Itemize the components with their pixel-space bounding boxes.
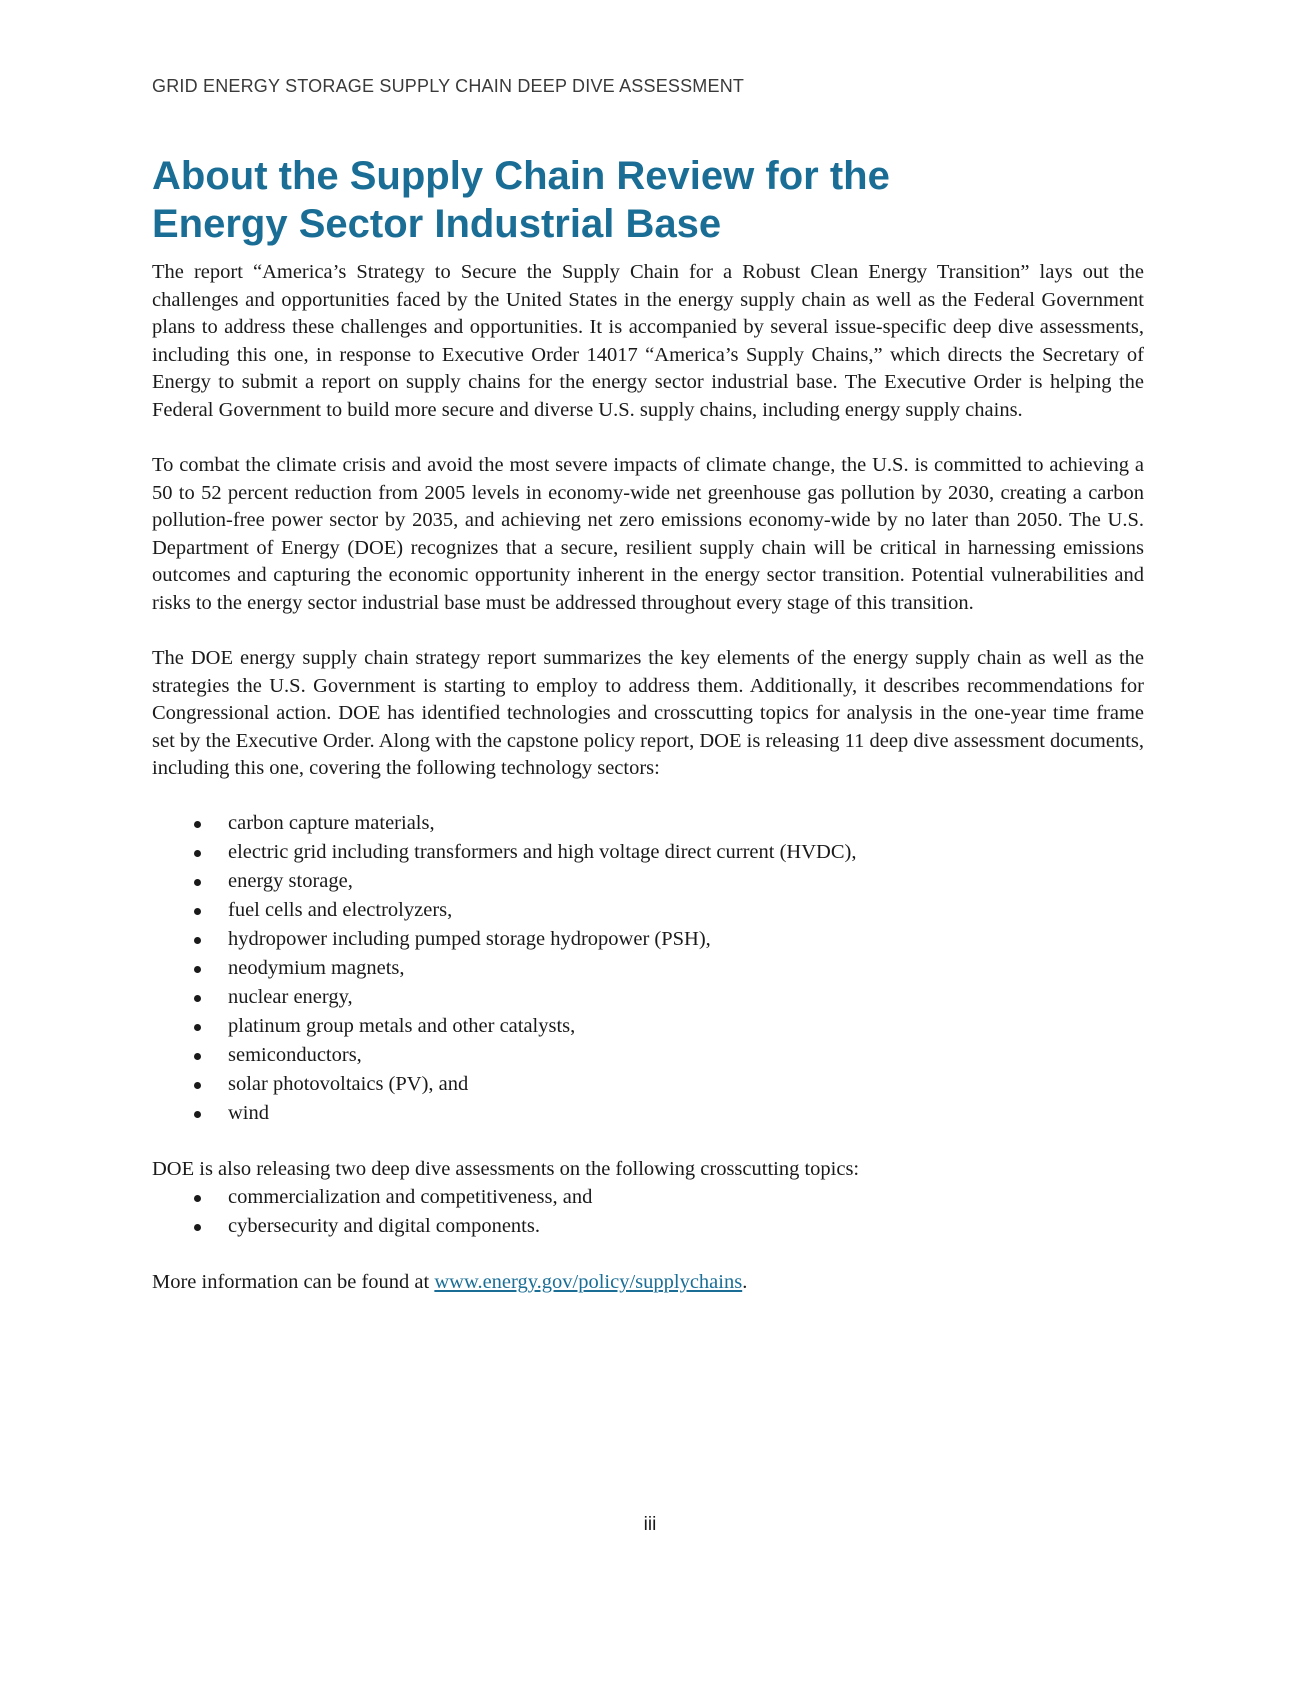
- page-number: iii: [643, 1514, 657, 1535]
- list-item: carbon capture materials,: [152, 809, 1144, 838]
- page-title-line-1: About the Supply Chain Review for the: [152, 154, 890, 198]
- list-item: solar photovoltaics (PV), and: [152, 1070, 1144, 1099]
- list-item: cybersecurity and digital components.: [152, 1212, 1144, 1241]
- more-info-text: More information can be found at: [152, 1271, 435, 1293]
- list-item: hydropower including pumped storage hydropower (PSH),: [152, 925, 1144, 954]
- paragraph-more-info: [152, 1269, 1144, 1297]
- body-text: [152, 259, 1144, 1325]
- list-item: nuclear energy,: [152, 983, 1144, 1012]
- list-item: platinum group metals and other catalysts,: [152, 1012, 1144, 1041]
- more-info-period: .: [742, 1271, 748, 1293]
- paragraph-strategy-report: The DOE energy supply chain strategy report summarizes the key elements of the energy supply chain as well as the strategies the U.S. Government is starting to employ to address them. Additionally, it describes recommendations for Congressional action. DOE has identified technologies and crosscutting topics for analysis in the one-year time frame set by the Executive Order. Along with the capstone policy report, DOE is releasing 11 deep dive assessment documents, including this one, covering the following technology sectors:: [152, 647, 1144, 779]
- paragraph-report-intro: The report “America’s Strategy to Secure the Supply Chain for a Robust Clean Energy Transition” lays out the challenges and opportunities faced by the United States in the energy supply chain as well as the Federal Government plans to address these challenges and opportunities. It is accompanied by several issue-specific deep dive assessments, including this one, in response to Executive Order 14017 “America’s Supply Chains,” which directs the Secretary of Energy to submit a report on supply chains for the energy sector industrial base. The Executive Order is helping the Federal Government to build more secure and diverse U.S. supply chains, including energy supply chains.: [152, 261, 1144, 421]
- page-title: [152, 152, 1152, 248]
- list-item: electric grid including transformers and high voltage direct current (HVDC),: [152, 838, 1144, 867]
- page-title-line-2: Energy Sector Industrial Base: [152, 202, 722, 246]
- list-item: energy storage,: [152, 867, 1144, 896]
- technology-sectors-list: [152, 809, 1144, 1128]
- paragraph-crosscutting: DOE is also releasing two deep dive assessments on the following crosscutting topics:: [152, 1157, 860, 1180]
- paragraph-climate-goals: To combat the climate crisis and avoid the most severe impacts of climate change, the U.S. is committed to achieving a 50 to 52 percent reduction from 2005 levels in economy-wide net greenhouse gas pollution by 2030, creating a carbon pollution-free power sector by 2035, and achieving net zero emissions economy-wide by no later than 2050. The U.S. Department of Energy (DOE) recognizes that a secure, resilient supply chain will be critical in harnessing emissions outcomes and capturing the economic opportunity inherent in the energy sector transition. Potential vulnerabilities and risks to the energy sector industrial base must be addressed throughout every stage of this transition.: [152, 454, 1144, 614]
- crosscutting-topics-list: [152, 1183, 1144, 1241]
- running-header: GRID ENERGY STORAGE SUPPLY CHAIN DEEP DIVE ASSESSMENT: [152, 76, 745, 96]
- list-item: semiconductors,: [152, 1041, 1144, 1070]
- list-item: commercialization and competitiveness, and: [152, 1183, 1144, 1212]
- list-item: neodymium magnets,: [152, 954, 1144, 983]
- list-item: fuel cells and electrolyzers,: [152, 896, 1144, 925]
- supply-chains-link[interactable]: www.energy.gov/policy/supplychains: [434, 1271, 743, 1293]
- list-item: wind: [152, 1099, 1144, 1128]
